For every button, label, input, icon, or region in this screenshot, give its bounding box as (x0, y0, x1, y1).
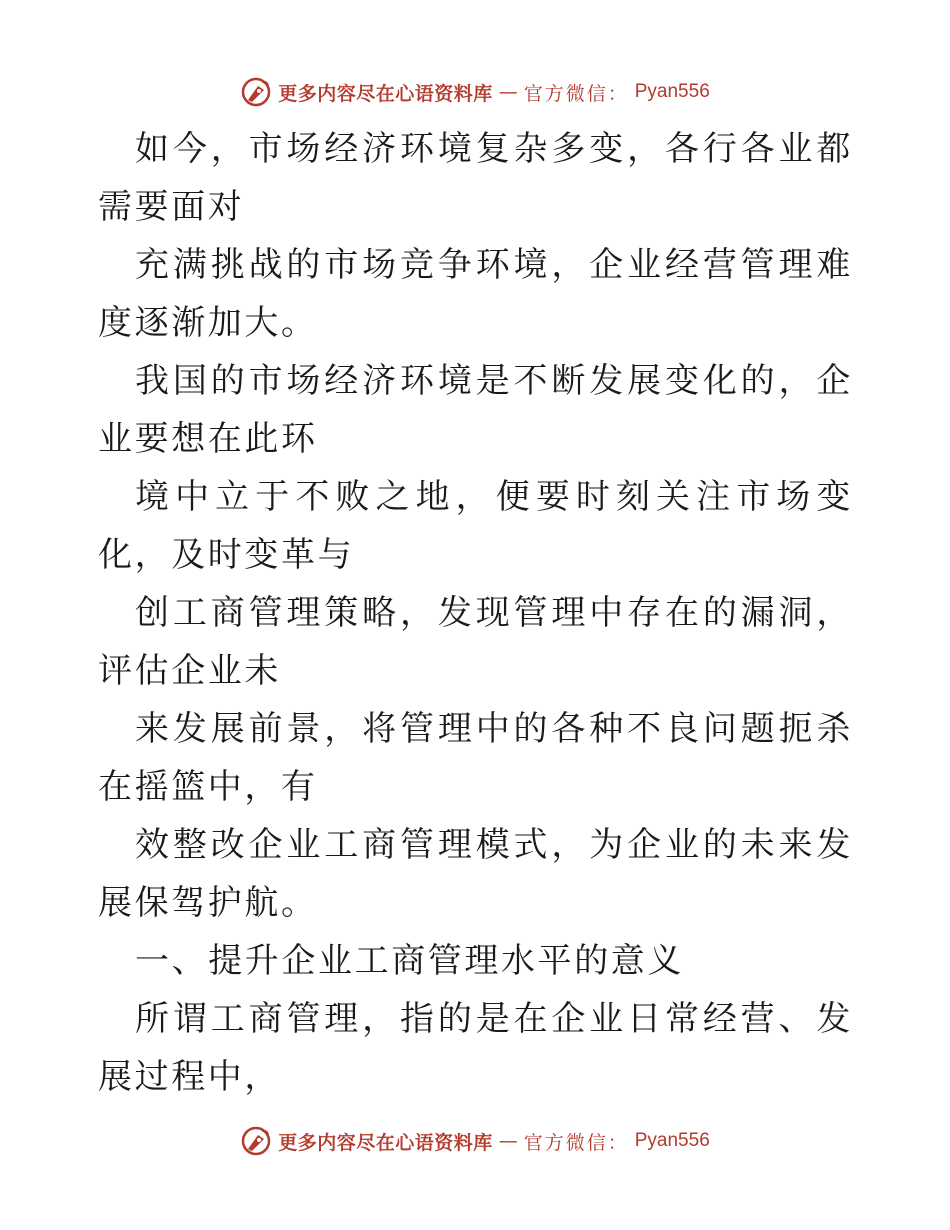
banner-brand-text: 更多内容尽在心语资料库 (278, 1131, 493, 1154)
banner-wechat-id: Pyan556 (634, 81, 710, 102)
paragraph: 境中立于不败之地，便要时刻关注市场变化，及时变革与 (98, 477, 853, 575)
section-heading: 一、提升企业工商管理水平的意义 (135, 941, 684, 981)
paragraph: 充满挑战的市场竞争环境，企业经营管理难度逐渐加大。 (98, 245, 853, 343)
paragraph: 所谓工商管理，指的是在企业日常经营、发展过程中， (98, 999, 853, 1097)
paragraph: 创工商管理策略，发现管理中存在的漏洞，评估企业未 (98, 593, 853, 691)
header-banner (0, 72, 950, 112)
banner-official-label: 官方微信： (523, 82, 629, 105)
banner-separator: — (498, 81, 518, 103)
paragraph: 如今，市场经济环境复杂多变，各行各业都需要面对 (98, 129, 853, 227)
pen-nib-logo-icon (240, 76, 272, 108)
banner-official-label: 官方微信： (523, 1131, 629, 1154)
footer-banner (0, 1121, 950, 1161)
paragraph: 来发展前景，将管理中的各种不良问题扼杀在摇篮中，有 (98, 709, 853, 807)
banner-brand-text: 更多内容尽在心语资料库 (278, 82, 493, 105)
pen-nib-logo-icon (240, 1125, 272, 1157)
paragraph: 我国的市场经济环境是不断发展变化的，企业要想在此环 (98, 361, 853, 459)
paragraph: 效整改企业工商管理模式，为企业的未来发展保驾护航。 (98, 825, 853, 923)
banner-separator: — (498, 1130, 518, 1152)
document-body (98, 120, 853, 1106)
banner-wechat-id: Pyan556 (634, 1130, 710, 1151)
